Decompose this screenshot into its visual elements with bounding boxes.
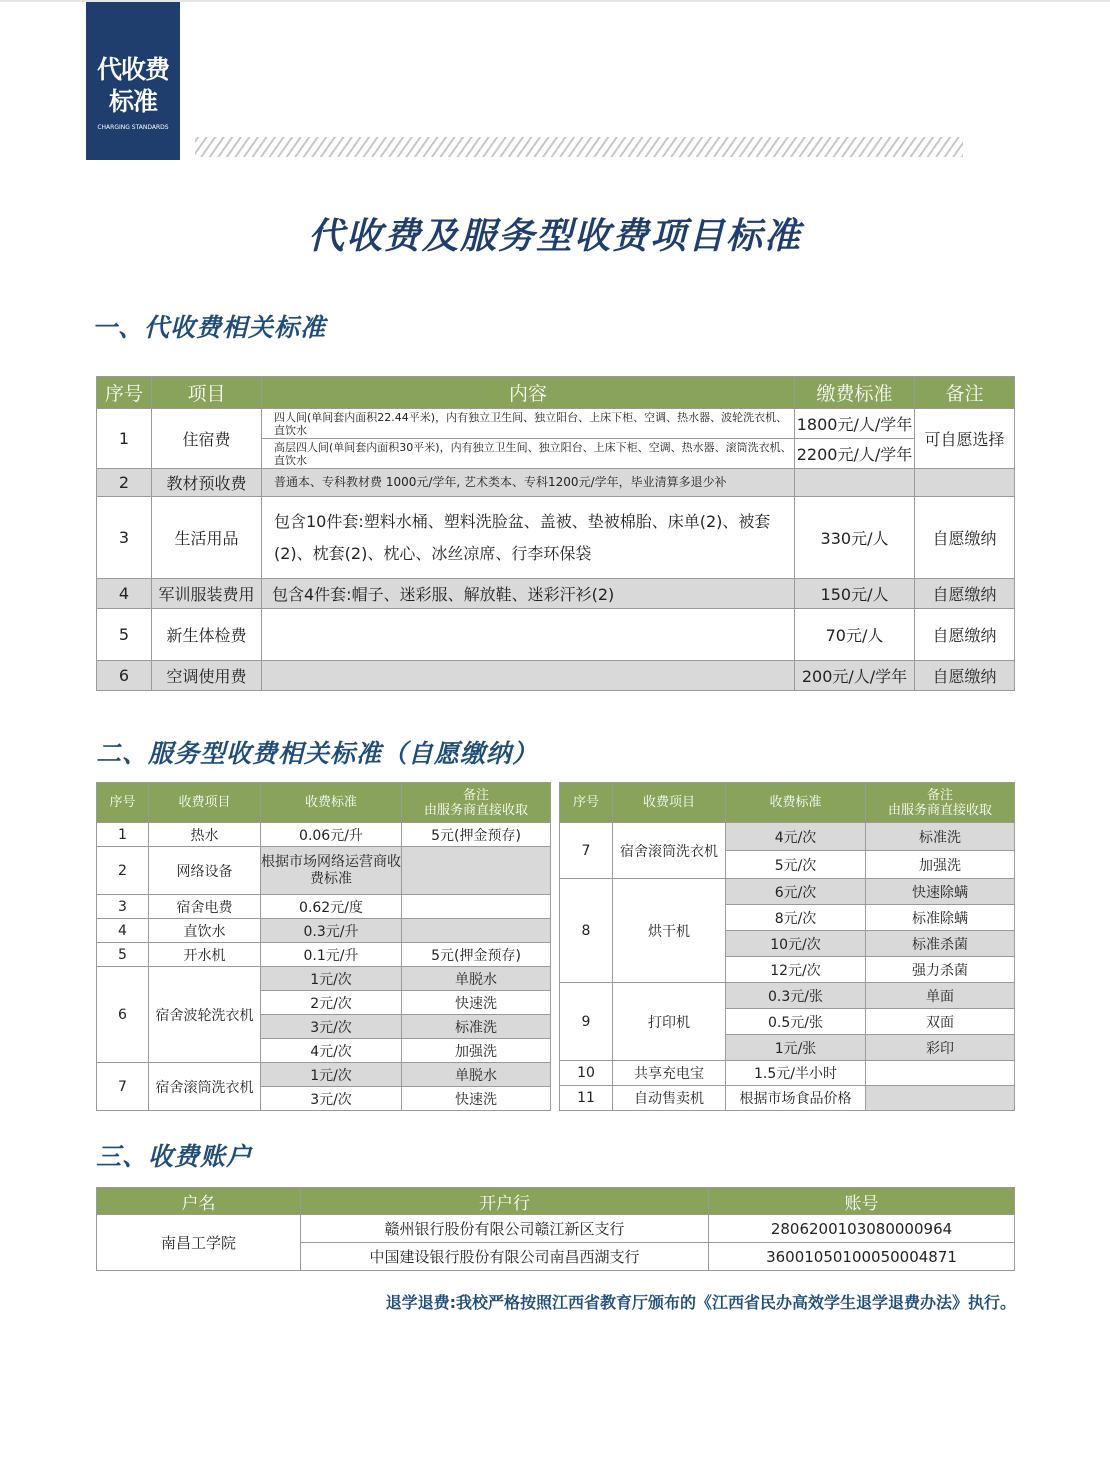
row-fee: 0.3元/升: [261, 919, 402, 943]
row-item: 生活用品: [152, 497, 262, 579]
table-row: [97, 409, 1015, 439]
row-item: 宿舍滚筒洗衣机: [613, 823, 726, 879]
row-fee: 0.1元/升: [261, 943, 402, 967]
header-item: 收费项目: [149, 783, 261, 823]
row-note: 单脱水: [402, 1063, 551, 1087]
header-note-subtitle: 由服务商直接收取: [423, 802, 528, 818]
table-row: [97, 943, 551, 967]
header-note-title: 备注: [926, 787, 953, 803]
section3-title: 三、收费账户: [96, 1142, 253, 1171]
row-note: 5元(押金预存): [402, 823, 551, 847]
table-header-row: [97, 1188, 1015, 1215]
row-fee: 4元/次: [261, 1039, 402, 1063]
row-item: 教材预收费: [152, 469, 262, 497]
row-fee: 0.06元/升: [261, 823, 402, 847]
table-row: [97, 1063, 551, 1087]
page-title: 代收费及服务型收费项目标准: [307, 216, 802, 257]
table-row: [97, 1215, 1015, 1243]
row-note: 单面: [866, 983, 1015, 1009]
header-item: 收费项目: [613, 783, 726, 823]
row-note: 5元(押金预存): [402, 943, 551, 967]
table-row: [560, 983, 1015, 1009]
row-no: 2: [97, 847, 149, 895]
header-account-name: 户名: [97, 1188, 301, 1215]
row-fee: 4元/次: [726, 823, 866, 851]
row-item: 开水机: [149, 943, 261, 967]
row-fee: 5元/次: [726, 851, 866, 879]
row-note: [915, 469, 1015, 497]
section2-right-table: [559, 782, 1015, 1111]
section1-table: [96, 376, 1015, 691]
row-note: [402, 919, 551, 943]
row-content: 包含4件套:帽子、迷彩服、解放鞋、迷彩汗衫(2): [262, 579, 795, 609]
row-no: 6: [97, 661, 152, 691]
row-fee: 1元/张: [726, 1035, 866, 1061]
header-content: 内容: [262, 377, 795, 409]
row-content: 高层四人间(单间套内面积30平米)，内有独立卫生间、独立阳台、上床下柜、空调、热水器、滚筒洗衣机、直饮水: [262, 439, 795, 469]
row-note: 自愿缴纳: [915, 497, 1015, 579]
table-row: [560, 1086, 1015, 1111]
row-fee: 1800元/人/学年: [795, 409, 915, 439]
table-row: [97, 469, 1015, 497]
hatch-decoration: [195, 137, 963, 157]
row-note: 自愿缴纳: [915, 661, 1015, 691]
row-note: 双面: [866, 1009, 1015, 1035]
header-fee: 缴费标准: [795, 377, 915, 409]
row-note: [402, 895, 551, 919]
row-fee: 10元/次: [726, 931, 866, 957]
header-no: 序号: [97, 377, 152, 409]
row-fee: 根据市场网络运营商收费标准: [261, 847, 402, 895]
row-item: 住宿费: [152, 409, 262, 469]
row-content: [262, 661, 795, 691]
row-no: 6: [97, 967, 149, 1063]
badge-subtitle: CHARGING STANDARDS: [97, 124, 169, 131]
header-item: 项目: [152, 377, 262, 409]
section2-left-table: [96, 782, 551, 1111]
row-fee: 70元/人: [795, 609, 915, 661]
table-row: [97, 919, 551, 943]
row-note: 加强洗: [402, 1039, 551, 1063]
account-table: [96, 1187, 1015, 1271]
row-no: 1: [97, 409, 152, 469]
table-row: [97, 609, 1015, 661]
row-fee: 2元/次: [261, 991, 402, 1015]
charging-standards-badge: [86, 2, 180, 160]
row-note: 标准洗: [866, 823, 1015, 851]
row-item: 共享充电宝: [613, 1061, 726, 1086]
row-no: 3: [97, 895, 149, 919]
header-note-title: 备注: [462, 787, 489, 803]
row-note: 标准洗: [402, 1015, 551, 1039]
row-item: 宿舍波轮洗衣机: [149, 967, 261, 1063]
row-note: 强力杀菌: [866, 957, 1015, 983]
row-fee: [795, 469, 915, 497]
row-content: 四人间(单间套内面积22.44平米)，内有独立卫生间、独立阳台、上床下柜、空调、热水器、波轮洗衣机、直饮水: [262, 409, 795, 439]
row-no: 9: [560, 983, 613, 1061]
row-fee: 2200元/人/学年: [795, 439, 915, 469]
bank-name: 赣州银行股份有限公司赣江新区支行: [301, 1215, 709, 1243]
row-no: 3: [97, 497, 152, 579]
row-note: 标准除螨: [866, 905, 1015, 931]
row-no: 8: [560, 879, 613, 983]
row-note: 快速洗: [402, 991, 551, 1015]
row-item: 热水: [149, 823, 261, 847]
row-no: 10: [560, 1061, 613, 1086]
row-content: 包含10件套:塑料水桶、塑料洗脸盆、盖被、垫被棉胎、床单(2)、被套(2)、枕套(2)、枕心、冰丝凉席、行李环保袋: [262, 497, 795, 579]
table-header-row: [97, 783, 551, 823]
row-note: [866, 1086, 1015, 1111]
row-no: 5: [97, 609, 152, 661]
row-no: 4: [97, 579, 152, 609]
row-fee: 3元/次: [261, 1087, 402, 1111]
row-item: 烘干机: [613, 879, 726, 983]
row-item: 打印机: [613, 983, 726, 1061]
refund-note: 退学退费:我校严格按照江西省教育厅颁布的《江西省民办高效学生退学退费办法》执行。: [385, 1293, 1016, 1312]
header-no: 序号: [97, 783, 149, 823]
row-content: 普通本、专科教材费 1000元/学年, 艺术类本、专科1200元/学年，毕业清算多退少补: [262, 469, 795, 497]
header-note: 备注: [915, 377, 1015, 409]
table-row: [560, 1061, 1015, 1086]
table-row: [97, 847, 551, 895]
row-note: 可自愿选择: [915, 409, 1015, 469]
header-account-number: 账号: [709, 1188, 1015, 1215]
row-note: 标准杀菌: [866, 931, 1015, 957]
table-row: [97, 661, 1015, 691]
row-item: 军训服装费用: [152, 579, 262, 609]
table-row: [97, 823, 551, 847]
row-note: [402, 847, 551, 895]
table-row: [97, 579, 1015, 609]
row-item: 自动售卖机: [613, 1086, 726, 1111]
row-fee: 200元/人/学年: [795, 661, 915, 691]
header-no: 序号: [560, 783, 613, 823]
section1-title: 一、代收费相关标准: [92, 313, 327, 342]
row-note: 单脱水: [402, 967, 551, 991]
header-fee: 收费标准: [726, 783, 866, 823]
table-row: [97, 895, 551, 919]
bank-name: 中国建设银行股份有限公司南昌西湖支行: [301, 1243, 709, 1271]
badge-title: 代收费 标准: [96, 55, 169, 116]
row-fee: 0.3元/张: [726, 983, 866, 1009]
row-fee: 330元/人: [795, 497, 915, 579]
row-fee: 12元/次: [726, 957, 866, 983]
row-no: 11: [560, 1086, 613, 1111]
row-fee: 150元/人: [795, 579, 915, 609]
table-row: [97, 497, 1015, 579]
row-note: 快速洗: [402, 1087, 551, 1111]
row-no: 1: [97, 823, 149, 847]
row-item: 直饮水: [149, 919, 261, 943]
row-note: 彩印: [866, 1035, 1015, 1061]
table-header-row: [97, 377, 1015, 409]
row-content: [262, 609, 795, 661]
row-note: 快速除螨: [866, 879, 1015, 905]
row-note: 自愿缴纳: [915, 609, 1015, 661]
row-item: 新生体检费: [152, 609, 262, 661]
row-fee: 根据市场食品价格: [726, 1086, 866, 1111]
account-name: 南昌工学院: [97, 1215, 301, 1271]
row-no: 2: [97, 469, 152, 497]
table-row: [97, 967, 551, 991]
header-note-subtitle: 由服务商直接收取: [887, 802, 992, 818]
row-no: 7: [97, 1063, 149, 1111]
row-no: 7: [560, 823, 613, 879]
row-item: 空调使用费: [152, 661, 262, 691]
row-no: 5: [97, 943, 149, 967]
account-number: 2806200103080000964: [709, 1215, 1015, 1243]
header-bank: 开户行: [301, 1188, 709, 1215]
header-fee: 收费标准: [261, 783, 402, 823]
section2-title: 二、服务型收费相关标准（自愿缴纳）: [96, 739, 539, 768]
row-item: 宿舍滚筒洗衣机: [149, 1063, 261, 1111]
row-fee: 3元/次: [261, 1015, 402, 1039]
table-row: [560, 879, 1015, 905]
row-fee: 0.62元/度: [261, 895, 402, 919]
table-row: [560, 823, 1015, 851]
row-item: 网络设备: [149, 847, 261, 895]
row-fee: 6元/次: [726, 879, 866, 905]
row-note: 加强洗: [866, 851, 1015, 879]
row-fee: 0.5元/张: [726, 1009, 866, 1035]
row-note: 自愿缴纳: [915, 579, 1015, 609]
row-fee: 1元/次: [261, 967, 402, 991]
row-fee: 1元/次: [261, 1063, 402, 1087]
table-header-row: [560, 783, 1015, 823]
header-note: [402, 783, 551, 823]
row-no: 4: [97, 919, 149, 943]
row-note: [866, 1061, 1015, 1086]
row-fee: 1.5元/半小时: [726, 1061, 866, 1086]
account-number: 36001050100050004871: [709, 1243, 1015, 1271]
row-item: 宿舍电费: [149, 895, 261, 919]
header-note: [866, 783, 1015, 823]
row-fee: 8元/次: [726, 905, 866, 931]
